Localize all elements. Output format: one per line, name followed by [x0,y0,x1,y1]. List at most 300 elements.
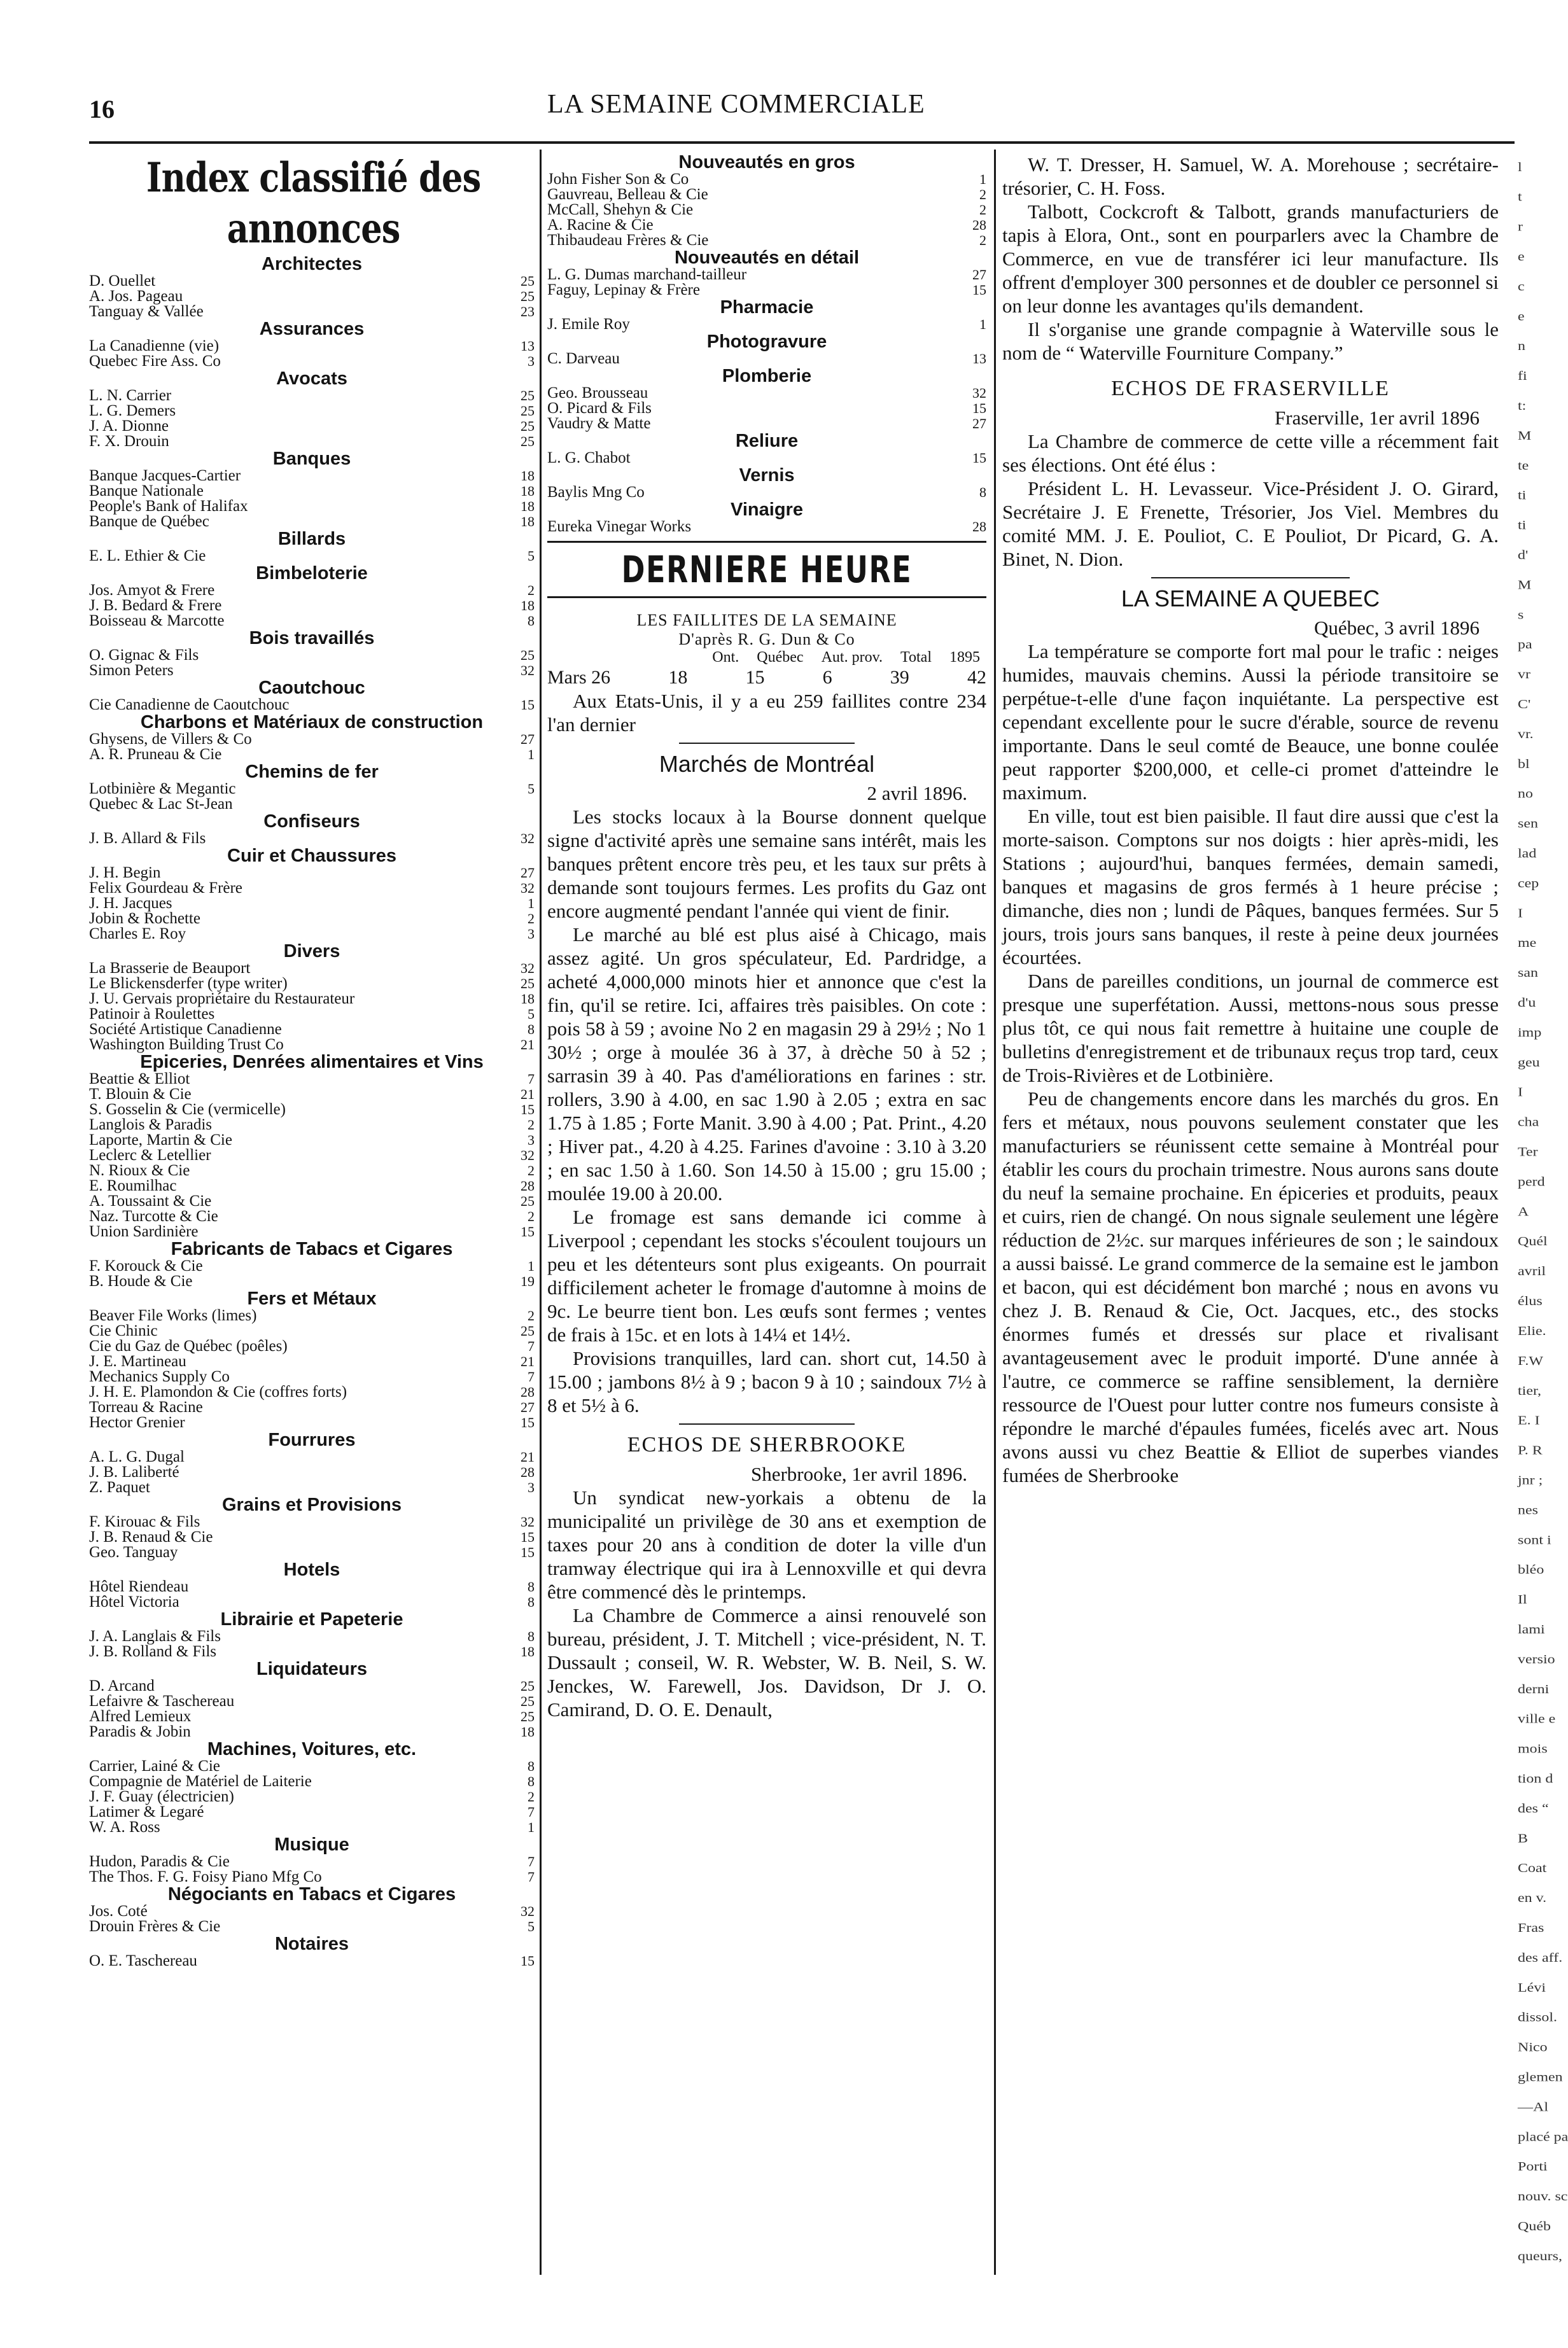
index-entry-page: 23 [521,304,535,319]
index-entry [89,549,535,564]
quebec-date: Québec, 3 avril 1896 [1314,617,1480,639]
index-entry-name: E. L. Ethier & Cie [89,547,206,564]
index-entry-page: 5 [528,548,535,564]
faillites-source: D'après R. G. Dun & Co [678,630,855,648]
margin-fragment: Nico [1518,2041,1548,2055]
margin-fragment: ti [1518,519,1527,533]
sherbrooke-article [547,1486,986,1721]
index-entry-page: 2 [979,186,986,202]
running-title: LA SEMAINE COMMERCIALE [547,90,925,119]
index-entry-page: 25 [521,403,535,419]
index-entry-name: A. L. G. Dugal [89,1448,185,1465]
index-entry-name: J. B. Bedard & Frere [89,597,222,614]
index-category-heading: Liquidateurs [256,1659,367,1679]
index-entry [547,218,986,233]
paragraph: En ville, tout est bien paisible. Il faut dire aussi que c'est la morte-saison. Comptons sur nos doigts : hier après-midi, les Stations ; aujourd'hui, banques fermées, demain samedi, banques et magasins de gros fermés à 1 heure précise ; dimanche, dies non ; lundi de Pâques, banques fermées. Sur 5 jours, trois jours sans banques, il reste à peine deux journées écourtées. [1002,805,1499,968]
index-entry-name: Eureka Vinegar Works [547,518,692,535]
index-entry-page: 25 [521,1193,535,1209]
margin-fragment: cep [1518,876,1539,891]
index-entry-name: L. G. Chabot [547,449,631,466]
paragraph: Le fromage est sans demande ici comme à Liverpool ; cependant les stocks s'écoulent toujours un peu et les détenteurs sont plus exigeants. On pourrait difficilement acheter le fromage d'automne à moins de 9c. Le beurre tient bon. Les œufs sont fermes ; ventes de frais à 15c. et en lots à 14¼ et 14½. [547,1206,986,1346]
index-entry [89,732,535,747]
paragraph: Président L. H. Levasseur. Vice-Président J. O. Girard, Secrétaire J. E Frenette, Trésorier, Jos Viel. Membres du comité MM. J. E. Pouliot, C. E Pouliot, Dr Picard, G. A. Binet, N. Dion. [1002,477,1499,570]
margin-fragment: t [1518,190,1522,204]
index-entry-page: 25 [521,418,535,434]
paragraph: W. T. Dresser, H. Samuel, W. A. Morehouse ; secrétaire-trésorier, C. H. Foss. [1002,153,1499,199]
index-entry-name: N. Rioux & Cie [89,1162,190,1179]
index-entry-page: 13 [972,351,986,367]
index-entry-name: C. Darveau [547,350,620,367]
index-entry [89,403,535,419]
paragraph: La température se comporte fort mal pour le trafic : neiges humides, mauvais chemins. Aussi la période transitoire se perpétue-t-elle d'une façon inquiétante. La perspective est cependant excellente pour le sucre d'érable, source de revenu importante. Dans le seul comté de Beauce, une bonne coulée peut rapporter $200,000, et celle-ci promet d'atteindre le maximum. [1002,640,1499,804]
index-entry [89,1148,535,1163]
index-entry [89,1369,535,1385]
index-entry-name: J. U. Gervais propriétaire du Restaurateur [89,990,355,1007]
index-category-heading: Machines, Voitures, etc. [207,1739,417,1759]
index-entry [89,1133,535,1148]
index-entry [89,747,535,762]
margin-fragment: glemen [1518,2071,1563,2085]
index-entry-name: J. A. Langlais & Fils [89,1628,221,1645]
margin-fragment: Ter [1518,1145,1538,1159]
index-entry-page: 8 [528,613,535,629]
margin-fragment: t: [1518,399,1527,413]
index-entry [89,1953,535,1969]
index-entry-name: Lotbinière & Megantic [89,780,236,797]
index-entry [89,1194,535,1209]
header-rule [89,141,1515,144]
margin-fragment: Quél [1518,1234,1548,1249]
index-entry [89,831,535,846]
index-entry-page: 25 [521,1678,535,1694]
index-entry-page: 32 [521,662,535,678]
margin-fragment: E. I [1518,1414,1540,1428]
paragraph: Talbott, Cockcroft & Talbott, grands manufacturiers de tapis à Elora, Ont., sont en pourparlers avec la Chambre de Commerce, en vue de transférer ici leur manufacture. Ils offrent d'employer 300 personnes et de doubler ce personnel si on leur donne les avantages qu'ils demandent. [1002,200,1499,317]
margin-fragment: des aff. [1518,1951,1563,1965]
index-entry [89,797,535,812]
index-entry-name: Union Sardinière [89,1223,199,1240]
margin-fragment: P. R [1518,1444,1543,1458]
index-entry-page: 13 [521,338,535,354]
margin-fragment: c [1518,279,1525,294]
index-entry-name: Vaudry & Matte [547,415,651,432]
index-entry-page: 1 [979,171,986,187]
paragraph: Les stocks locaux à la Bourse donnent quelque signe d'activité après une semaine sans intérêt, mais les banques prêtent encore très peu, et les taux sur prêts à demande sont toujours fermes. Les profits du Gaz ont encore augmenté pendant l'année qui vient de finir. [547,806,986,922]
index-entry-page: 25 [521,1323,535,1339]
index-entry-page: 18 [521,991,535,1007]
index-entry-name: Cie du Gaz de Québec (poêles) [89,1338,288,1355]
margin-fragment: mois [1518,1742,1548,1756]
index-entry-name: La Canadienne (vie) [89,337,220,354]
index-category-heading: Fabricants de Tabacs et Cigares [171,1239,453,1259]
index-entry-name: J. B. Allard & Fils [89,830,206,847]
margin-fragment: avril [1518,1264,1546,1279]
index-entry [89,1789,535,1805]
index-entry-name: Beattie & Elliot [89,1070,190,1087]
faillites-col-header: Total [900,649,932,666]
index-entry [89,1037,535,1052]
index-entry-name: Geo. Brousseau [547,384,648,402]
index-entry [547,485,986,500]
margin-fragment: no [1518,787,1533,801]
margin-fragment: —Al [1518,2100,1548,2114]
index-category-heading: Reliure [735,431,799,451]
index-entry-page: 8 [979,484,986,500]
index-entry-page: 21 [521,1449,535,1465]
index-entry [89,1308,535,1324]
index-entry-page: 8 [528,1594,535,1610]
rule [679,1423,855,1425]
index-entry-page: 7 [528,1869,535,1885]
index-entry-name: A. Jos. Pageau [89,288,183,305]
index-entry-page: 25 [521,1693,535,1709]
index-entry-name: J. F. Guay (électricien) [89,1788,234,1805]
margin-fragment: ville e [1518,1712,1556,1726]
index-entry-name: F. Korouck & Cie [89,1257,203,1275]
index-entry-name: Jos. Amyot & Frere [89,582,215,599]
margin-fragment: F.W [1518,1354,1544,1368]
index-entry [89,388,535,403]
margin-fragment: nes [1518,1503,1538,1518]
index-entry-page: 15 [521,697,535,713]
index-entry-page: 18 [521,1644,535,1660]
index-entry [547,202,986,218]
margin-fragment: Il [1518,1593,1527,1607]
index-entry [89,1400,535,1415]
index-entry-name: Simon Peters [89,662,174,679]
index-entry [89,896,535,911]
index-entry-page: 32 [521,960,535,976]
index-entry-name: A. Racine & Cie [547,216,654,234]
index-entry [89,1805,535,1820]
index-entry-page: 5 [528,1006,535,1022]
index-entry-page: 8 [528,1021,535,1037]
faillites-text: Aux Etats-Unis, il y a eu 259 faillites contre 234 l'an dernier [547,690,986,736]
index-entry [89,1163,535,1178]
index-entry-page: 3 [528,926,535,942]
index-entry [89,926,535,942]
index-entry [89,1545,535,1560]
index-entry-page: 21 [521,1086,535,1102]
index-entry-name: J. B. Renaud & Cie [89,1528,213,1546]
index-entry-page: 25 [521,647,535,663]
paragraph: Peu de changements encore dans les marchés du gros. En fers et métaux, nous pouvons seulement constater que les manufacturiers se réunissent cette semaine à Montréal pour établir les cours du prochain trimestre. Nous aurons sans doute du neuf la semaine prochaine. En épiceries et produits, peaux et cuirs, rien de changé. On nous signale seulement une légère réduction de 2½c. sur marques inférieures de son ; le saindoux a aussi baissé. Le grand commerce de la semaine est le jambon et bacon, qui est décidément bon marché ; nous en avons vu chez J. B. Renaud & Cie, Oct. Jacques, etc., des stocks énormes fumés et dressés sur place et rivalisant avantageusement avec le produit importé. D'une année à l'autre, ce commerce se raffine sensiblement, la dernière ressource de l'Ouest pour lutter contre nos fumeurs consiste à répondre le marché d'épaules fumées, ficelés avec art. Nous avons aussi vu chez Beattie & Elliot de superbes viandes fumées de Sherbrooke [1002,1087,1499,1486]
margin-fragment: lami [1518,1623,1545,1637]
index-entry [89,1869,535,1885]
index-entry-name: Latimer & Legaré [89,1803,204,1820]
fraserville-article [1002,430,1499,571]
faillites-cell: Mars 26 [547,667,611,688]
index-entry-name: Baylis Mng Co [547,484,645,501]
index-entry-name: J. H. E. Plamondon & Cie (coffres forts) [89,1383,347,1401]
index-entry-name: Washington Building Trust Co [89,1036,284,1053]
margin-fragment: C' [1518,697,1531,711]
index-category-heading: Bois travaillés [249,628,375,648]
index-entry [89,1904,535,1919]
margin-fragment: vr [1518,667,1530,682]
sherbrooke-date: Sherbrooke, 1er avril 1896. [750,1463,967,1485]
page-number: 16 [89,95,115,123]
index-entry [89,865,535,881]
index-entry-page: 25 [521,433,535,449]
index-entry [89,1579,535,1595]
margin-fragment: n [1518,339,1525,354]
index-category-heading: Musique [274,1834,349,1855]
index-entry [89,1919,535,1934]
page-header [0,0,1558,146]
index-entry [89,1854,535,1869]
index-entry [89,598,535,613]
index-entry-page: 7 [528,1338,535,1354]
margin-fragment: queurs, [1518,2249,1562,2263]
index-entry-name: Langlois & Paradis [89,1116,213,1133]
rule [547,541,986,543]
index-entry-page: 2 [528,1208,535,1224]
rule [679,743,855,744]
index-entry [89,304,535,319]
index-entry-page: 28 [972,217,986,233]
index-entry-name: L. N. Carrier [89,387,172,404]
paragraph: Le marché au blé est plus aisé à Chicago, mais assez agité. Un gros spéculateur, Ed. Pardridge, a acheté 4,000,000 minots hier et annonce que c'est la fin, qu'il se retire. Ici, affaires très paisibles. On cote : pois 58 à 59 ; avoine No 2 en magasin 29 à 29½ ; No 1 30½ ; orge à moulée 36 à 37, à drèche 50 à 52 ; sarrasin 39 à 40. Pas d'améliorations en farines : str. rollers, 3.90 à 4.00, en sac 1.90 à 2.05 ; extra en sac 1.75 à 1.85 ; Forte Manit. 3.90 à 4.00 ; Pat. Print., 4.20 ; Hiver pat., 4.20 à 4.25. Farines d'avoine : 3.10 à 3.20 ; en sac 1.50 à 1.60. Son 14.50 à 15.00 ; gru 15.00 ; moulée 19.00 à 20.00. [547,923,986,1205]
index-entry-name: J. H. Jacques [89,895,172,912]
index-entry-name: W. A. Ross [89,1819,160,1836]
faillites-col-header: Aut. prov. [821,649,883,666]
margin-fragment: bl [1518,757,1530,771]
index-categories [89,255,535,1969]
index-entry-page: 28 [972,519,986,535]
index-category-heading: Bimbeloterie [256,563,368,584]
index-entry [89,274,535,289]
index-entry [89,1774,535,1789]
index-entry [547,451,986,466]
index-entry [89,1465,535,1480]
index-entry [89,1339,535,1354]
margin-fragment: e [1518,309,1525,324]
index-entry-page: 15 [521,1224,535,1240]
index-entry-name: J. B. Rolland & Fils [89,1643,217,1660]
index-entry-name: O. E. Taschereau [89,1952,197,1969]
index-entry [89,961,535,976]
margin-fragment: I [1518,906,1523,921]
index-category-heading: Banques [272,449,351,469]
index-entry [89,697,535,713]
index-entry-page: 2 [979,232,986,248]
index-category-heading: Hotels [283,1560,340,1580]
index-entry [89,991,535,1007]
margin-fragment: sen [1518,817,1538,831]
index-entry [89,339,535,354]
index-entry [89,1595,535,1610]
index-entry [89,613,535,629]
index-entry-page: 8 [528,1773,535,1789]
index-entry [89,781,535,797]
index-entry [89,663,535,678]
margin-fragment: dissol. [1518,2011,1558,2025]
index-column [89,153,535,1969]
margin-fragment: ti [1518,489,1527,503]
index-entry [547,267,986,283]
index-entry [89,1178,535,1194]
index-entry-name: Banque de Québec [89,513,209,530]
index-entry-name: Gauvreau, Belleau & Cie [547,186,708,203]
faillites-col-header: 1895 [949,649,980,666]
index-category-heading: Vinaigre [731,500,803,520]
index-entry-name: Compagnie de Matériel de Laiterie [89,1773,312,1790]
index-entry-page: 5 [528,781,535,797]
index-entry-page: 21 [521,1353,535,1369]
index-category-heading: Divers [283,941,340,961]
index-entry-name: Le Blickensderfer (type writer) [89,975,288,992]
faillites-cell: 15 [745,667,765,688]
index-entry-name: L. G. Demers [89,402,176,419]
index-entry [89,354,535,369]
margin-fragment: en v. [1518,1891,1547,1906]
index-entry-page: 3 [528,1479,535,1495]
index-entry-page: 25 [521,388,535,403]
index-category-heading: Fers et Métaux [247,1289,377,1309]
index-entry-page: 15 [972,400,986,416]
index-entry [89,434,535,449]
index-entry [89,1102,535,1117]
index-entry-name: O. Gignac & Fils [89,646,199,664]
margin-fragment: cha [1518,1115,1539,1129]
index-category-heading: Vernis [739,465,795,486]
index-categories-continued [547,153,986,535]
index-entry-name: L. G. Dumas marchand-tailleur [547,266,747,283]
index-entry [547,351,986,367]
margin-fragment: d'u [1518,996,1536,1010]
paragraph: La Chambre de Commerce a ainsi renouvelé son bureau, président, J. T. Mitchell ; vice-président, N. T. Dussault ; conseil, W. R. Webster, W. B. Neil, S. W. Jenckes, W. Farewell, Jos. Davidson, Dr J. O. Camirand, D. O. E. Denault, [547,1604,986,1721]
index-entry [89,1259,535,1274]
index-entry [89,499,535,514]
index-entry [89,1629,535,1644]
index-category-heading: Avocats [276,368,347,389]
index-entry-page: 25 [521,288,535,304]
paragraph: Dans de pareilles conditions, un journal de commerce est presque une superfétation. Aussi, mettons-nous sous presse plus tôt, ce qui nous fait remettre à huitaine une couple de bulletins d'enregistrement et de tribunaux reçus trop tard, ceux de Trois-Rivières et de Lotbinière. [1002,970,1499,1086]
index-entry-page: 27 [521,731,535,747]
index-entry [89,1072,535,1087]
index-entry-name: S. Gosselin & Cie (vermicelle) [89,1101,286,1118]
margin-fragment: Elie. [1518,1324,1546,1338]
index-entry-page: 32 [521,1147,535,1163]
index-entry-name: Alfred Lemieux [89,1708,192,1725]
index-category-heading: Pharmacie [720,297,814,318]
margin-fragment: r [1518,220,1523,234]
faillites-column-headers [547,649,986,666]
index-entry-page: 18 [521,597,535,613]
margin-fragment: fi [1518,369,1527,384]
margin-fragment: s [1518,608,1524,622]
index-entry [89,1759,535,1774]
index-entry-name: Cie Chinic [89,1322,158,1339]
index-entry-name: Lefaivre & Taschereau [89,1693,235,1710]
index-entry-name: T. Blouin & Cie [89,1086,192,1103]
index-entry-name: The Thos. F. G. Foisy Piano Mfg Co [89,1868,322,1885]
margin-fragment: te [1518,459,1529,473]
index-category-heading: Billards [277,529,346,549]
index-entry-page: 1 [528,1258,535,1274]
margin-fragment: pa [1518,638,1532,652]
index-entry-page: 32 [972,385,986,401]
marches-date: 2 avril 1896. [867,782,967,804]
margin-fragment: Québ [1518,2219,1551,2233]
sherbrooke-title: ECHOS DE SHERBROOKE [627,1433,907,1457]
index-entry-name: Quebec Fire Ass. Co [89,353,221,370]
index-category-heading: Epiceries, Denrées alimentaires et Vins [140,1052,484,1072]
index-entry-page: 2 [979,202,986,218]
index-entry-page: 5 [528,1918,535,1934]
index-entry-name: Jos. Coté [89,1903,148,1920]
margin-fragment: A [1518,1205,1529,1219]
index-entry-name: Naz. Turcotte & Cie [89,1208,218,1225]
index-category-heading: Chemins de fer [245,762,379,782]
index-entry [89,1644,535,1660]
index-entry [89,1385,535,1400]
index-entry-page: 2 [528,911,535,926]
index-entry-name: Banque Jacques-Cartier [89,467,241,484]
index-entry-name: F. X. Drouin [89,433,169,450]
index-entry-name: Geo. Tanguay [89,1544,178,1561]
index-category-heading: Cuir et Chaussures [227,846,396,866]
index-entry-name: D. Arcand [89,1677,155,1695]
faillites-cell: 42 [967,667,986,688]
margin-fragment: M [1518,429,1532,443]
paragraph: La Chambre de commerce de cette ville a récemment fait ses élections. Ont été élus : [1002,430,1499,476]
rule [547,596,986,598]
fraserville-title: ECHOS DE FRASERVILLE [1111,377,1390,400]
index-entry-name: Hôtel Victoria [89,1593,179,1611]
margin-fragment: d' [1518,549,1529,563]
index-entry-page: 2 [528,1308,535,1324]
index-entry [89,419,535,434]
index-entry-name: Mechanics Supply Co [89,1368,230,1385]
index-entry [89,1087,535,1102]
index-entry-name: Ghysens, de Villers & Co [89,730,252,748]
index-entry-name: O. Picard & Fils [547,400,652,417]
index-entry-name: Z. Paquet [89,1479,150,1496]
index-entry-page: 2 [528,582,535,598]
index-entry-name: People's Bank of Halifax [89,498,248,515]
index-entry [547,233,986,248]
adjacent-page-fragments [1518,153,1568,2272]
index-entry-page: 3 [528,1132,535,1148]
margin-fragment: élus [1518,1294,1543,1308]
index-entry-page: 18 [521,514,535,529]
margin-fragment: versio [1518,1653,1555,1667]
margin-fragment: geu [1518,1056,1540,1070]
index-entry-page: 15 [521,1953,535,1969]
index-entry-name: Faguy, Lepinay & Frère [547,281,700,298]
index-entry-page: 15 [521,1544,535,1560]
paragraph: Un syndicat new-yorkais a obtenu de la municipalité un privilège de 30 ans et exemption de taxes pour 20 ans à condition de doter la ville d'un tramway électrique qui ira à Lennoxville et qui devra être commencé dès le printemps. [547,1486,986,1603]
index-entry-name: Société Artistique Canadienne [89,1021,282,1038]
index-entry-name: Hudon, Paradis & Cie [89,1853,230,1870]
index-entry-name: Hôtel Riendeau [89,1578,189,1595]
index-entry-page: 15 [972,450,986,466]
margin-fragment: Lévi [1518,1981,1546,1995]
index-entry-name: Beaver File Works (limes) [89,1307,257,1324]
column-divider-1 [540,150,542,2275]
index-entry [89,1679,535,1694]
index-entry [89,514,535,529]
faillites-cell: 6 [822,667,832,688]
margin-fragment: B [1518,1831,1529,1846]
index-entry-page: 25 [521,1709,535,1724]
index-category-heading: Nouveautés en gros [678,152,855,172]
index-entry-page: 1 [979,316,986,332]
margin-fragment: tier, [1518,1384,1542,1398]
index-entry-page: 7 [528,1071,535,1087]
